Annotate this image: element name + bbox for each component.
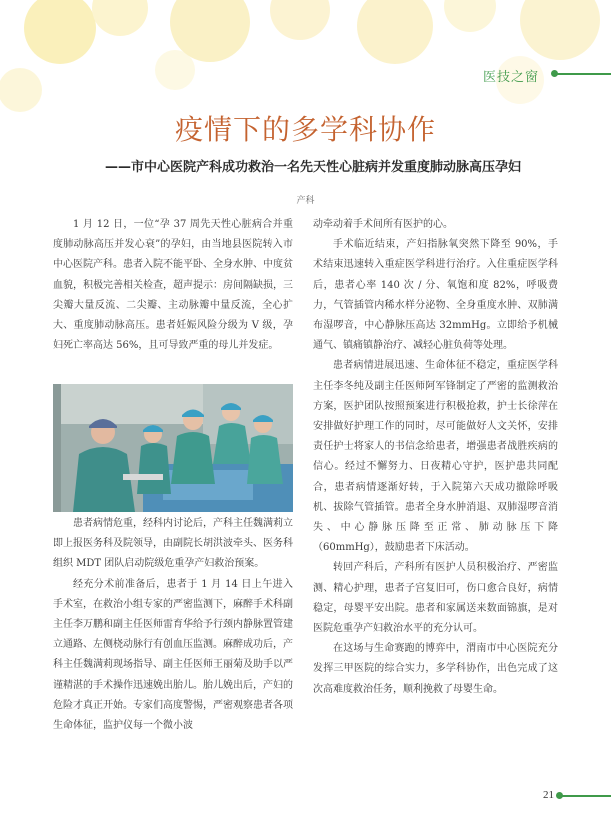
left-column-bottom <box>53 514 293 736</box>
paragraph: 患者病情危重，经科内讨论后，产科主任魏满莉立即上报医务科及院领导，由副院长胡洪波牵头、医务科组织 MDT 团队启动院级危重孕产妇救治预案。 <box>53 518 293 570</box>
paragraph: 在这场与生命赛跑的博弈中，渭南市中心医院充分发挥三甲医院的综合实力，多学科协作，出色完成了这次高难度救治任务，顺利挽救了母婴生命。 <box>313 643 558 695</box>
article-subtitle: ——市中心医院产科成功救治一名先天性心脏病并发重度肺动脉高压孕妇 <box>104 160 521 175</box>
right-column <box>313 215 558 700</box>
paragraph: 动牵动着手术间所有医护的心。 <box>313 219 453 230</box>
paragraph: 转回产科后，产科所有医护人员积极治疗、严密监测、精心护理，患者子宫复旧可，伤口愈合良好，病情稳定，母婴平安出院。患者和家属送来数面锦旗，是对医院危重孕产妇救治水平的充分认可。 <box>313 562 558 635</box>
paragraph: 手术临近结束，产妇指脉氧突然下降至 90%，手术结束迅速转入重症医学科进行治疗。入住重症医学科后，患者心率 140 次 / 分、氧饱和度 82%，呼吸费力，气管插管内稀水样分泌物、全身重度水肿、双肺满布湿啰音，中心静脉压高达 32mmHg。立即给予机械通气、镇痛镇静治疗、减轻心脏负荷等处理。 <box>313 239 558 352</box>
surgery-team-photo <box>53 384 293 512</box>
paragraph: 1 月 12 日，一位“孕 37 周先天性心脏病合并重度肺动脉高压并发心衰”的孕妇，由当地县医院转入市中心医院产科。患者入院不能平卧、全身水肿、中度贫血貌，积极完善相关检查，超声提示：房间隔缺损，三尖瓣大量反流、二尖瓣、主动脉瓣中量反流，全心扩大、重度肺动脉高压。患者妊娠风险分级为 V 级，孕妇死亡率高达 56%，且可导致严重的母儿并发症。 <box>53 219 293 352</box>
article-author: 产科 <box>296 196 315 206</box>
page-number-line <box>560 795 611 797</box>
page-number: 21 <box>543 789 554 801</box>
paragraph: 患者病情进展迅速、生命体征不稳定，重症医学科主任李冬纯及副主任医师阿军锋制定了严密的监测救治方案，医护团队按照预案进行积极抢救，护士长徐萍在安排做好护理工作的同时，尽可能做好人文关怀，安排责任护士将家人的书信念给患者，增强患者战胜疾病的信心。经过不懈努力、日夜精心守护，医护患共同配合，患者病情逐渐好转，于入院第六天成功撤除呼吸机、拔除气管插管。患者全身水肿消退、双肺湿啰音消失、中心静脉压降至正常、肺动脉压下降（60mmHg），鼓励患者下床活动。 <box>313 360 558 554</box>
section-tag: 医技之窗 <box>482 70 539 85</box>
section-tag-line <box>557 73 611 75</box>
left-column-top <box>53 215 293 356</box>
paragraph: 经充分术前准备后，患者于 1 月 14 日上午进入手术室，在救治小组专家的严密监测下，麻醉手术科副主任李万鹏和副主任医师雷育华给予行颈内静脉置管建立通路、左侧桡动脉行有创血压监测。麻醉成功后，产科主任魏满莉现场指导、副主任医师王丽菊及助手以严谨精湛的手术操作迅速娩出胎儿。胎儿娩出后，产妇的危险才真正开始。专家们高度警惕，严密观察患者各项生命体征，监护仪每一个微小波 <box>53 578 293 732</box>
article-title: 疫情下的多学科协作 <box>174 113 436 146</box>
